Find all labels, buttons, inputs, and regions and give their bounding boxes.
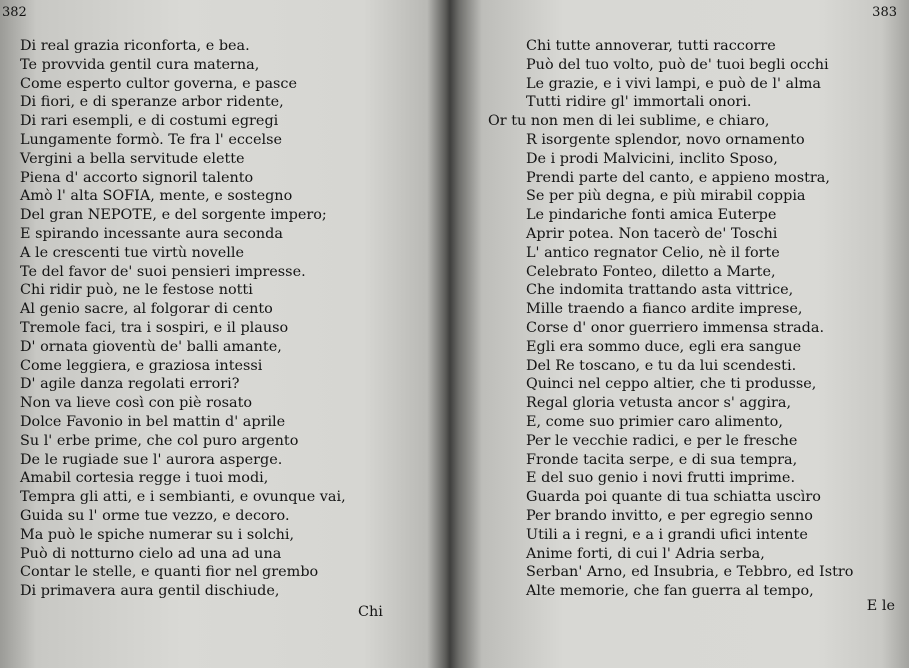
verse-line: R isorgente splendor, novo ornamento	[526, 131, 805, 148]
verse-line: Serban' Arno, ed Insubria, e Tebbro, ed Istro	[526, 564, 854, 581]
right-page-text	[488, 37, 854, 601]
verse-line: Corse d' onor guerriero immensa strada.	[526, 319, 825, 336]
verse-line: Amò l' alta SOFIA, mente, e sostegno	[20, 188, 293, 205]
verse-line: Tempra gli atti, e i sembianti, e ovunque vai,	[20, 489, 346, 506]
right-page-number: 383	[872, 5, 897, 20]
left-page-text	[20, 37, 346, 601]
verse-line: L' antico regnator Celio, nè il forte	[526, 244, 780, 261]
verse-line: A le crescenti tue virtù novelle	[20, 244, 244, 261]
verse-line: Tremole faci, tra i sospiri, e il plauso	[20, 319, 289, 336]
verse-line: Come esperto cultor governa, e pasce	[20, 75, 298, 92]
verse-line: Le grazie, e i vivi lampi, e può de l' alma	[526, 75, 821, 92]
verse-line: Di rari esempli, e di costumi egregi	[20, 113, 279, 130]
verse-line: Regal gloria vetusta ancor s' aggira,	[526, 395, 792, 412]
verse-line: Anime forti, di cui l' Adria serba,	[526, 545, 765, 562]
verse-line: Può di notturno cielo ad una ad una	[20, 545, 282, 562]
verse-line: Al genio sacre, al folgorar di cento	[20, 301, 273, 318]
verse-line: Prendi parte del canto, e appieno mostra,	[526, 169, 830, 186]
verse-line: Lungamente formò. Te fra l' eccelse	[20, 131, 282, 148]
verse-line: De i prodi Malvicini, inclito Sposo,	[526, 150, 778, 167]
verse-line: Amabil cortesia regge i tuoi modi,	[20, 470, 269, 487]
verse-line: E, come suo primier caro alimento,	[526, 413, 783, 430]
verse-line: Chi tutte annoverar, tutti raccorre	[526, 38, 776, 54]
verse-line: Tutti ridire gl' immortali onori.	[526, 94, 752, 111]
verse-line: Te del favor de' suoi pensieri impresse.	[20, 263, 306, 280]
verse-line: Or tu non men di lei sublime, e chiaro,	[488, 113, 770, 130]
left-page	[0, 0, 440, 668]
right-page	[446, 0, 909, 668]
verse-line: Non va lieve così con piè rosato	[20, 395, 253, 412]
verse-line: Celebrato Fonteo, diletto a Marte,	[526, 263, 776, 280]
verse-line: D' ornata gioventù de' balli amante,	[20, 338, 282, 355]
verse-line: Le pindariche fonti amica Euterpe	[526, 207, 777, 224]
verse-line: Aprir potea. Non tacerò de' Toschi	[526, 225, 778, 242]
verse-line: E spirando incessante aura seconda	[20, 225, 283, 242]
verse-line: Se per più degna, e più mirabil coppia	[526, 188, 806, 205]
verse-line: Del gran NEPOTE, e del sorgente impero;	[20, 207, 327, 224]
right-catchword: E le	[866, 598, 895, 614]
verse-line: Piena d' accorto signoril talento	[20, 169, 254, 186]
verse-line: Come leggiera, e graziosa intessi	[20, 357, 263, 374]
verse-line: Di fiori, e di speranze arbor ridente,	[20, 94, 284, 111]
verse-line: Che indomita trattando asta vittrice,	[526, 282, 794, 299]
verse-line: Di primavera aura gentil dischiude,	[20, 583, 280, 600]
verse-line: Può del tuo volto, può de' tuoi begli occhi	[526, 56, 829, 73]
verse-line: Fronde tacita serpe, e di sua tempra,	[526, 451, 798, 468]
verse-line: Chi ridir può, ne le festose notti	[20, 282, 253, 299]
verse-line: Egli era sommo duce, egli era sangue	[526, 338, 802, 355]
verse-line: Di real grazia riconforta, e bea.	[20, 38, 250, 54]
verse-line: E del suo genio i novi frutti imprime.	[526, 470, 796, 487]
verse-line: Te provvida gentil cura materna,	[20, 56, 260, 73]
verse-line: Del Re toscano, e tu da lui scendesti.	[526, 357, 797, 374]
left-page-number: 382	[2, 5, 27, 20]
left-catchword: Chi	[358, 604, 383, 620]
verse-line: Su l' erbe prime, che col puro argento	[20, 432, 299, 449]
verse-line: Dolce Favonio in bel mattin d' aprile	[20, 413, 286, 430]
verse-line: Utili a i regni, e a i grandi ufici intente	[526, 526, 808, 543]
verse-line: Quinci nel ceppo altier, che ti produsse,	[526, 376, 817, 393]
verse-line: Per brando invitto, e per egregio senno	[526, 507, 813, 524]
verse-line: Vergini a bella servitude elette	[20, 150, 245, 167]
verse-line: Per le vecchie radici, e per le fresche	[526, 432, 798, 449]
verse-line: Guida su l' orme tue vezzo, e decoro.	[20, 507, 290, 524]
verse-line: Ma può le spiche numerar su i solchi,	[20, 526, 295, 543]
verse-line: D' agile danza regolati errori?	[20, 376, 240, 393]
verse-line: Guarda poi quante di tua schiatta uscìro	[526, 489, 821, 506]
verse-line: Contar le stelle, e quanti fior nel grembo	[20, 564, 319, 581]
verse-line: Mille traendo a fianco ardite imprese,	[526, 301, 803, 318]
verse-line: De le rugiade sue l' aurora asperge.	[20, 451, 283, 468]
verse-line: Alte memorie, che fan guerra al tempo,	[526, 583, 814, 600]
